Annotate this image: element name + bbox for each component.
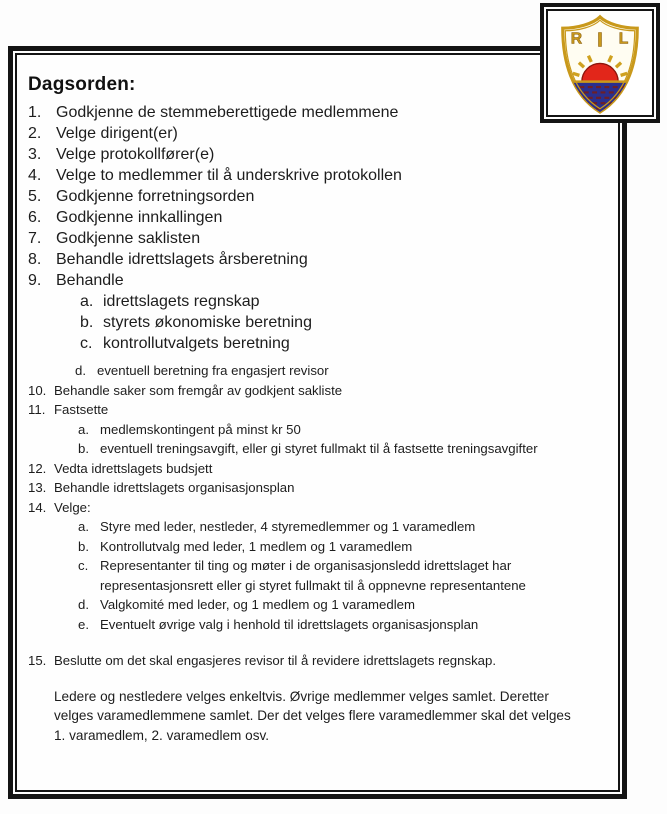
item-number: 10. [28, 382, 47, 398]
agenda-item-11a [78, 420, 618, 440]
agenda-item-12 [28, 459, 618, 479]
item-text: styrets økonomiske beretning [103, 314, 312, 331]
agenda-item-13 [28, 478, 618, 498]
club-crest-svg [549, 12, 651, 114]
page-title: Dagsorden: [28, 74, 136, 95]
agenda-item-14d [78, 595, 618, 615]
item-text: Beslutte om det skal engasjeres revisor til å revidere idrettslagets regnskap. [54, 653, 496, 668]
agenda-item-1 [28, 102, 618, 123]
item-number: 7. [28, 230, 42, 247]
club-logo-box [540, 3, 660, 123]
item-number: 12. [28, 460, 47, 476]
agenda-item-14e [78, 615, 618, 635]
agenda-item-10 [28, 381, 618, 401]
item-number: 13. [28, 480, 47, 495]
item-number: c. [80, 335, 93, 352]
item-number: b. [78, 538, 89, 554]
item-number: 5. [28, 188, 42, 205]
item-text: Behandle saker som fremgår av godkjent sakliste [54, 382, 343, 398]
item-text: Styre med leder, nestleder, 4 styremedlemmer og 1 varamedlem [100, 519, 476, 534]
item-number: 4. [28, 167, 42, 184]
item-number: 15. [28, 653, 47, 668]
agenda-item-5 [28, 186, 618, 207]
agenda-item-11b [78, 439, 618, 459]
closing-line: velges varamedlemmene samlet. Der det velges flere varamedlemmer skal det velges [54, 708, 571, 723]
item-text: Godkjenne saklisten [56, 230, 201, 247]
item-number: 6. [28, 209, 42, 226]
agenda-item-14c [78, 556, 618, 595]
item-text-line-2: representasjonsrett eller gi styret fullmakt til å oppnevne representantene [100, 577, 526, 593]
agenda-item-14b [78, 537, 618, 557]
item-number: c. [78, 558, 89, 573]
item-text: Godkjenne de stemmeberettigede medlemmene [56, 104, 399, 121]
item-text: eventuell treningsavgift, eller gi styret fullmakt til å fastsette treningsavgifter [100, 441, 538, 456]
item-text [100, 556, 526, 595]
item-text: Velge protokollfører(e) [56, 146, 215, 163]
item-text: Velge dirigent(er) [56, 125, 178, 142]
agenda-item-14 [28, 498, 618, 518]
closing-paragraph [54, 687, 618, 746]
document-inner-border [15, 53, 620, 792]
agenda-item-3 [28, 144, 618, 165]
item-number: 9. [28, 272, 42, 289]
letter-r: R [570, 30, 583, 48]
agenda-item-9b [80, 312, 618, 333]
item-number: 2. [28, 125, 42, 142]
item-text: Behandle [56, 272, 124, 289]
item-text: Behandle idrettslagets årsberetning [56, 251, 308, 268]
letter-l: L [618, 30, 629, 48]
item-number: e. [78, 616, 89, 632]
item-number: 3. [28, 146, 42, 163]
agenda-item-6 [28, 207, 618, 228]
item-number: 11. [28, 402, 46, 417]
letter-i: I [597, 28, 603, 52]
agenda-item-15 [28, 651, 618, 671]
item-number: d. [78, 597, 89, 612]
item-text: idrettslagets regnskap [103, 293, 260, 310]
item-text: Velge: [54, 499, 91, 515]
item-number: a. [78, 519, 89, 534]
item-text: Behandle idrettslagets organisasjonsplan [54, 480, 295, 495]
agenda-item-4 [28, 165, 618, 186]
agenda-item-9 [28, 270, 618, 291]
item-text-line-1: Representanter til ting og møter i de organisasjonsledd idrettslaget har [100, 558, 512, 573]
item-number: b. [78, 441, 89, 456]
agenda-list [17, 102, 618, 671]
item-text: Eventuelt øvrige valg i henhold til idrettslagets organisasjonsplan [100, 616, 479, 632]
item-number: d. [75, 363, 86, 378]
item-text: eventuell beretning fra engasjert revisor [97, 363, 329, 378]
item-text: medlemskontingent på minst kr 50 [100, 421, 301, 437]
item-text: Valgkomité med leder, og 1 medlem og 1 varamedlem [100, 597, 415, 612]
agenda-item-7 [28, 228, 618, 249]
item-text: Godkjenne innkallingen [56, 209, 223, 226]
item-number: 8. [28, 251, 42, 268]
item-number: 1. [28, 104, 42, 121]
agenda-item-9d [75, 361, 618, 381]
item-text: Velge to medlemmer til å underskrive protokollen [56, 167, 402, 184]
agenda-item-8 [28, 249, 618, 270]
agenda-item-9c [80, 333, 618, 354]
club-logo-inner-border [546, 9, 654, 117]
item-text: Kontrollutvalg med leder, 1 medlem og 1 varamedlem [100, 538, 413, 554]
agenda-item-2 [28, 123, 618, 144]
document-frame [8, 46, 627, 799]
item-number: a. [78, 421, 89, 437]
item-text: Vedta idrettslagets budsjett [54, 460, 213, 476]
item-number: a. [80, 293, 94, 310]
agenda-item-11 [28, 400, 618, 420]
item-number: 14. [28, 499, 47, 515]
item-text: kontrollutvalgets beretning [103, 335, 290, 352]
closing-line: Ledere og nestledere velges enkeltvis. Øvrige medlemmer velges samlet. Deretter [54, 688, 549, 704]
agenda-item-9a [80, 291, 618, 312]
closing-line: 1. varamedlem, 2. varamedlem osv. [54, 727, 270, 743]
item-text: Godkjenne forretningsorden [56, 188, 255, 205]
agenda-item-14a [78, 517, 618, 537]
item-number: b. [80, 314, 94, 331]
item-text: Fastsette [54, 402, 109, 417]
